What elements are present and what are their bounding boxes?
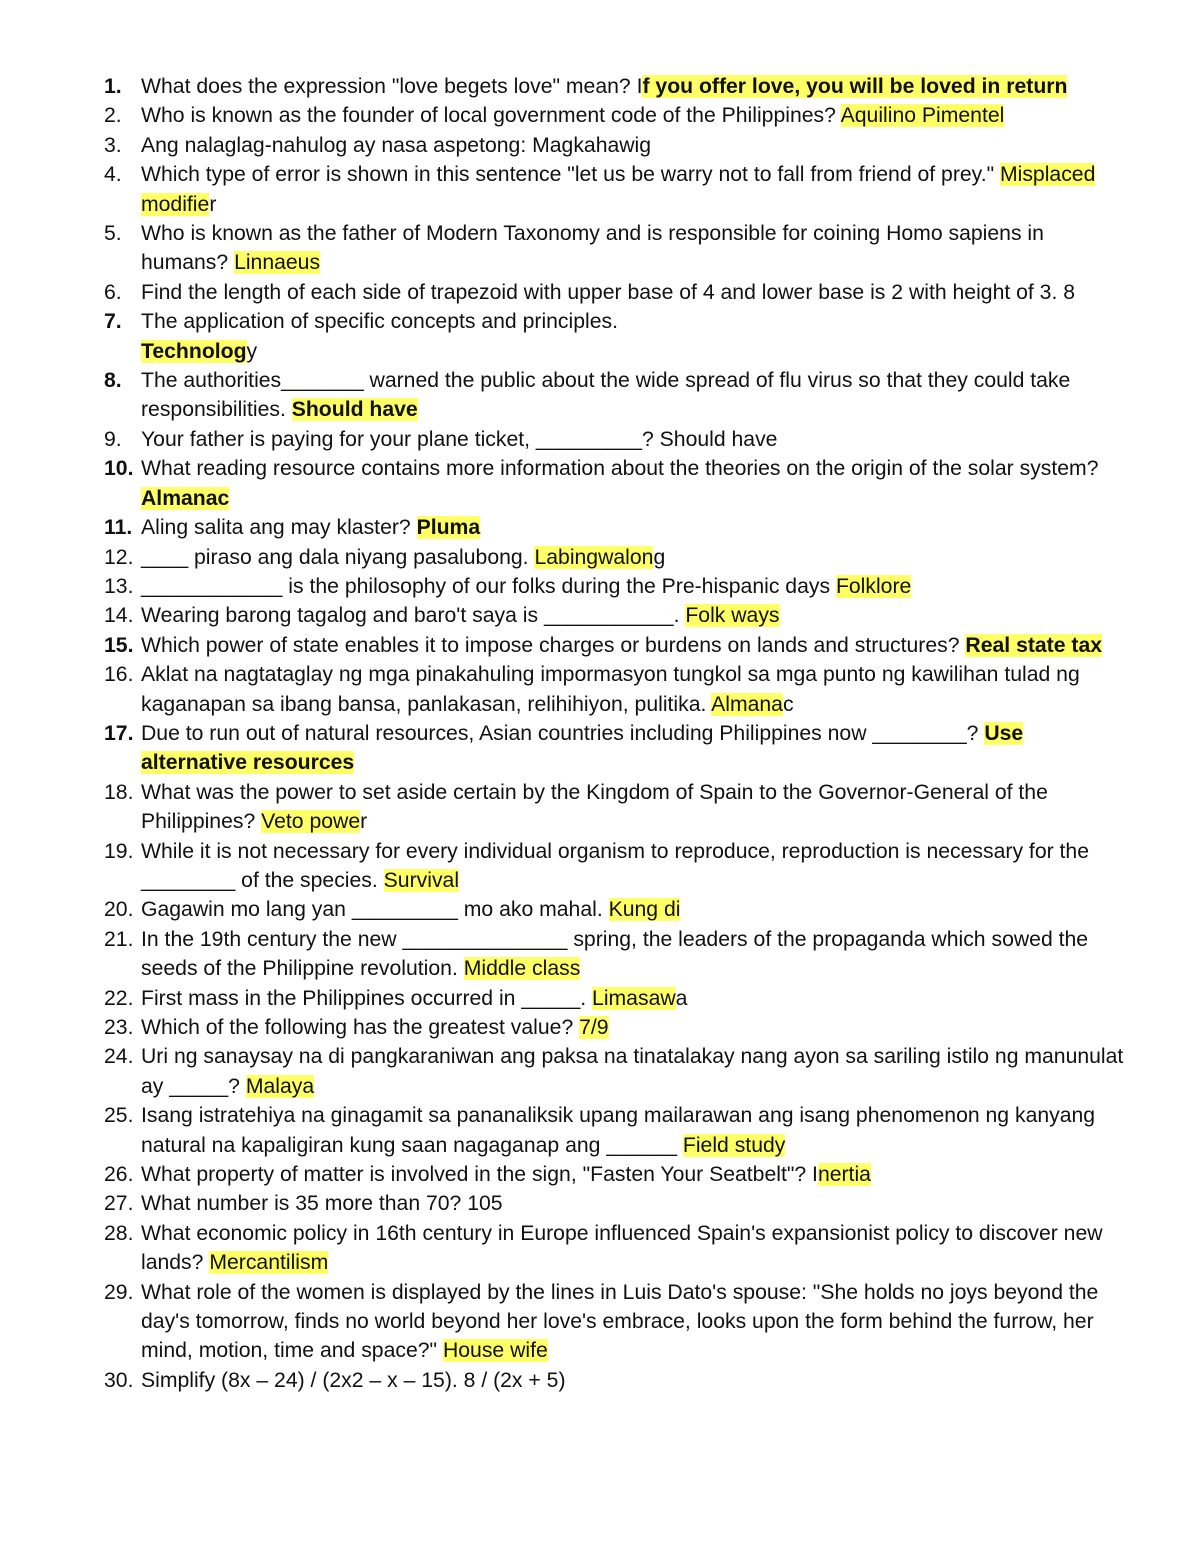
question-item <box>104 1101 1134 1160</box>
question-number: 26. <box>104 1163 134 1187</box>
question-item <box>104 219 1134 278</box>
question-text: Uri ng sanaysay na di pangkaraniwan ang paksa na tinatalakay nang ayon sa sariling istilo ng manunulat ay _____? <box>141 1045 1124 1098</box>
question-number: 6. <box>104 280 122 304</box>
question-item <box>104 925 1134 984</box>
question-item <box>104 1219 1134 1278</box>
question-text: ____________ is the philosophy of our folks during the Pre-hispanic days <box>141 574 836 598</box>
highlighted-answer: Mercantilism <box>209 1251 329 1275</box>
question-number: 4. <box>104 163 122 187</box>
highlighted-answer: Almana <box>711 692 783 716</box>
question-item <box>104 778 1134 837</box>
question-item <box>104 719 1134 778</box>
question-item <box>104 513 1134 542</box>
question-item <box>104 307 1134 366</box>
question-text: a <box>675 986 688 1010</box>
question-text: Ang nalaglag-nahulog ay nasa aspetong: Magkahawig <box>141 133 652 157</box>
highlighted-answer: Limasaw <box>592 986 676 1010</box>
question-item <box>104 425 1134 454</box>
question-item <box>104 72 1134 101</box>
question-text: What number is 35 more than 70? 105 <box>141 1192 503 1216</box>
highlighted-answer: Should have <box>291 398 418 422</box>
question-number: 9. <box>104 427 122 451</box>
highlighted-answer: Veto powe <box>261 810 361 834</box>
question-text: The authorities_______ warned the public about the wide spread of flu virus so that they could take responsibilities. <box>141 369 1071 422</box>
highlighted-answer: Almanac <box>141 486 230 510</box>
question-text: In the 19th century the new ______________ spring, the leaders of the propaganda which sowed the seeds of the Philippine revolution. <box>141 927 1089 981</box>
question-text: g <box>653 545 666 569</box>
question-number: 27. <box>104 1192 134 1216</box>
highlighted-answer: Kung di <box>608 898 681 922</box>
question-number: 7. <box>104 310 122 334</box>
question-item <box>104 1013 1134 1042</box>
question-item <box>104 837 1134 896</box>
question-text: Which type of error is shown in this sentence "let us be warry not to fall from friend of prey." <box>141 163 1000 187</box>
question-text: What does the expression "love begets love" mean? I <box>141 75 643 98</box>
question-item <box>104 895 1134 924</box>
question-number: 10. <box>104 457 134 481</box>
highlighted-answer: Malaya <box>245 1074 315 1098</box>
question-text: Due to run out of natural resources, Asian countries including Philippines now ________? <box>141 721 985 745</box>
question-number: 16. <box>104 663 134 687</box>
question-number: 8. <box>104 369 122 393</box>
question-number: 29. <box>104 1280 134 1304</box>
question-text: Isang istratehiya na ginagamit sa pananaliksik upang mailarawan ang isang phenomenon ng kanyang natural na kapaligiran kung saan nagaganap ang ______ <box>141 1104 1096 1157</box>
highlighted-answer: Aquilino Pimentel <box>840 104 1005 128</box>
question-item <box>104 366 1134 425</box>
question-item <box>104 1278 1134 1366</box>
question-text: ____ piraso ang dala niyang pasalubong. <box>141 545 535 569</box>
question-number: 30. <box>104 1368 134 1392</box>
question-text: What reading resource contains more information about the theories on the origin of the solar system? <box>141 457 1099 481</box>
question-text: The application of specific concepts and principles. <box>141 310 618 334</box>
question-item <box>104 984 1134 1013</box>
question-item <box>104 101 1134 130</box>
question-number: 24. <box>104 1045 134 1069</box>
question-number: 11. <box>104 516 133 540</box>
highlighted-answer: Middle class <box>463 957 581 981</box>
highlighted-answer: Survival <box>383 868 460 892</box>
question-number: 1. <box>104 75 122 98</box>
question-text: Your father is paying for your plane ticket, _________? Should have <box>141 427 778 451</box>
question-text: Find the length of each side of trapezoid with upper base of 4 and lower base is 2 with height of 3. 8 <box>141 280 1076 304</box>
question-text: y <box>246 339 258 363</box>
question-number: 21. <box>104 927 134 951</box>
question-text: Who is known as the father of Modern Taxonomy and is responsible for coining Homo sapiens in humans? <box>141 222 1044 275</box>
question-text: Aklat na nagtataglay ng mga pinakahuling impormasyon tungkol sa mga punto ng kawilihan tulad ng kaganapan sa ibang bansa, panlakasan, relihihiyon, pulitika. <box>141 663 1080 716</box>
question-number: 12. <box>104 545 134 569</box>
question-number: 14. <box>104 604 134 628</box>
question-item <box>104 543 1134 572</box>
highlighted-answer: nertia <box>817 1163 871 1187</box>
question-number: 3. <box>104 133 122 157</box>
question-item <box>104 278 1134 307</box>
question-item <box>104 454 1134 513</box>
question-text: Which power of state enables it to impose charges or burdens on lands and structures? <box>141 633 966 657</box>
highlighted-answer: Use alternative resources <box>141 721 1024 775</box>
highlighted-answer: House wife <box>442 1339 548 1363</box>
question-item <box>104 131 1134 160</box>
question-item <box>104 572 1134 601</box>
question-number: 15. <box>104 633 134 657</box>
question-text: Gagawin mo lang yan _________ mo ako mahal. <box>141 898 609 922</box>
question-number: 18. <box>104 780 134 804</box>
question-text: Which of the following has the greatest value? <box>141 1016 580 1039</box>
question-text: While it is not necessary for every individual organism to reproduce, reproduction is necessary for the ________ of the species. <box>141 839 1089 892</box>
question-text: r <box>360 810 368 834</box>
question-text: c <box>782 692 794 716</box>
question-item <box>104 160 1134 219</box>
question-item <box>104 1366 1134 1395</box>
question-text: Simplify (8x – 24) / (2x2 – x – 15). 8 / (2x + 5) <box>141 1368 566 1392</box>
highlighted-answer: Folklore <box>835 574 912 598</box>
question-text: Who is known as the founder of local government code of the Philippines? <box>141 104 841 128</box>
highlighted-answer: f you offer love, you will be loved in return <box>642 75 1068 98</box>
highlighted-answer: Misplaced modifie <box>141 163 1096 216</box>
question-number: 17. <box>104 721 134 745</box>
question-text: First mass in the Philippines occurred in _____. <box>141 986 593 1010</box>
question-text: What was the power to set aside certain by the Kingdom of Spain to the Governor-General of the Philippines? <box>141 780 1048 834</box>
question-item <box>104 660 1134 719</box>
question-number: 28. <box>104 1221 134 1245</box>
highlighted-answer: Real state tax <box>965 633 1103 657</box>
question-number: 25. <box>104 1104 134 1128</box>
question-number: 19. <box>104 839 134 863</box>
highlighted-answer: Field study <box>682 1133 786 1157</box>
highlighted-answer: 7/9 <box>579 1016 609 1039</box>
question-list <box>104 72 1134 1395</box>
question-number: 23. <box>104 1016 134 1039</box>
highlighted-answer: Technolog <box>141 339 247 363</box>
question-text: What property of matter is involved in the sign, "Fasten Your Seatbelt"? I <box>141 1163 818 1187</box>
question-text: Wearing barong tagalog and baro't saya is ___________. <box>141 604 686 628</box>
question-number: 5. <box>104 222 122 246</box>
highlighted-answer: Linnaeus <box>234 251 321 275</box>
question-item <box>104 631 1134 660</box>
question-text: r <box>209 192 217 216</box>
highlighted-answer: Pluma <box>416 516 481 540</box>
question-item <box>104 1160 1134 1189</box>
question-item <box>104 1042 1134 1101</box>
question-text: What role of the women is displayed by the lines in Luis Dato's spouse: "She holds no joys beyond the day's tomorrow, finds no world beyond her love's embrace, looks upon the form behind the furrow, her mind, motion, time and space?" <box>141 1280 1099 1363</box>
highlighted-answer: Labingwalon <box>534 545 654 569</box>
question-text: What economic policy in 16th century in Europe influenced Spain's expansionist policy to discover new lands? <box>141 1221 1103 1275</box>
question-text: Aling salita ang may klaster? <box>141 516 417 540</box>
highlighted-answer: Folk ways <box>685 604 780 628</box>
question-number: 13. <box>104 574 134 598</box>
question-item <box>104 1189 1134 1218</box>
question-number: 2. <box>104 104 122 128</box>
question-number: 20. <box>104 898 134 922</box>
question-item <box>104 601 1134 630</box>
question-number: 22. <box>104 986 134 1010</box>
